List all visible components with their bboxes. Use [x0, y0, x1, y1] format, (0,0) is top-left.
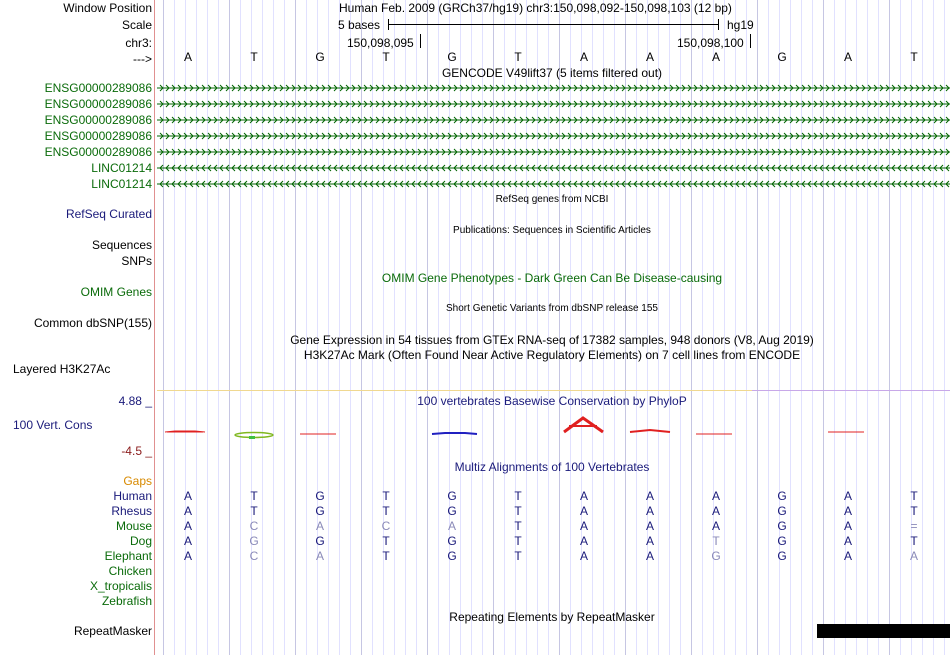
scale-bar-right-tick	[718, 19, 719, 30]
aligned-base: C	[249, 549, 259, 563]
h3k27ac-track-title: H3K27Ac Mark (Often Found Near Active Regulatory Elements) on 7 cell lines from ENCODE	[303, 348, 801, 362]
aligned-base: G	[777, 534, 787, 548]
aligned-base: T	[382, 504, 390, 518]
aligned-base: A	[645, 534, 654, 548]
aligned-base: G	[315, 504, 325, 518]
phylop-bar	[432, 433, 477, 434]
aligned-base: A	[183, 534, 192, 548]
aligned-base: G	[315, 534, 325, 548]
species-label[interactable]: Chicken	[108, 564, 152, 578]
aligned-base: G	[249, 534, 259, 548]
species-label[interactable]: Human	[113, 489, 152, 503]
gencode-item-feature[interactable]	[157, 115, 950, 125]
aligned-base: C	[249, 519, 259, 533]
aligned-base: G	[447, 549, 457, 563]
aligned-base: A	[183, 549, 192, 563]
snps-track-label[interactable]: SNPs	[121, 254, 152, 268]
phylop-min-label: -4.5 _	[121, 444, 152, 458]
phylop-track-label[interactable]: 100 Vert. Cons	[13, 418, 93, 432]
gencode-item-feature[interactable]	[157, 99, 950, 109]
gencode-item-feature[interactable]	[157, 163, 950, 173]
refseq-track-title: RefSeq genes from NCBI	[495, 194, 609, 205]
reference-base: A	[183, 50, 192, 64]
aligned-base: A	[843, 519, 852, 533]
aligned-base: G	[777, 549, 787, 563]
species-label[interactable]: Mouse	[115, 519, 152, 533]
reference-base: A	[711, 50, 720, 64]
scale-label: Scale	[121, 18, 152, 32]
db-text: hg19	[727, 18, 754, 32]
gencode-item-label[interactable]: ENSG00000289086	[44, 113, 152, 127]
aligned-base: A	[579, 534, 588, 548]
aligned-base: A	[711, 504, 720, 518]
multiz-track-title: Multiz Alignments of 100 Vertebrates	[454, 460, 650, 474]
species-label[interactable]: Rhesus	[111, 504, 152, 518]
reference-base: T	[382, 50, 390, 64]
position-label-1: 150,098,095	[347, 36, 414, 50]
aligned-base: T	[910, 504, 918, 518]
aligned-base: A	[183, 519, 192, 533]
gencode-item-label[interactable]: ENSG00000289086	[44, 97, 152, 111]
phylop-bar	[630, 430, 670, 432]
gencode-item-label[interactable]: ENSG00000289086	[44, 145, 152, 159]
aligned-base: A	[579, 504, 588, 518]
species-label[interactable]: Dog	[129, 534, 152, 548]
aligned-base: T	[250, 489, 258, 503]
phylop-max-label: 4.88 _	[118, 394, 152, 408]
species-label[interactable]: Zebrafish	[101, 594, 152, 608]
aligned-base: T	[514, 489, 522, 503]
aligned-base: T	[382, 489, 390, 503]
position-tick-1	[420, 34, 421, 48]
aligned-base: T	[382, 549, 390, 563]
dbsnp-track-label[interactable]: Common dbSNP(155)	[33, 316, 152, 330]
aligned-base: A	[645, 504, 654, 518]
reference-base: T	[514, 50, 522, 64]
gencode-item-feature[interactable]	[157, 147, 950, 157]
gencode-item-label[interactable]: LINC01214	[91, 177, 152, 191]
gencode-item-feature[interactable]	[157, 179, 950, 189]
repeatmasker-track-title: Repeating Elements by RepeatMasker	[449, 610, 655, 624]
reference-base: A	[843, 50, 852, 64]
position-label-2: 150,098,100	[677, 36, 744, 50]
chrom-label: chr3:	[125, 36, 152, 50]
aligned-base: A	[909, 549, 918, 563]
aligned-base: A	[843, 549, 852, 563]
aligned-base: T	[514, 549, 522, 563]
aligned-base: A	[645, 519, 654, 533]
aligned-base: T	[514, 534, 522, 548]
reference-base: G	[447, 50, 457, 64]
aligned-base: G	[711, 549, 721, 563]
gencode-item-feature[interactable]	[157, 83, 950, 93]
label-separator	[154, 0, 155, 655]
phylop-bar	[249, 436, 255, 439]
aligned-base: T	[250, 504, 258, 518]
h3k27ac-signal-purple	[752, 390, 950, 391]
omim-track-label[interactable]: OMIM Genes	[80, 285, 152, 299]
reference-base: A	[579, 50, 588, 64]
aligned-base: A	[645, 549, 654, 563]
aligned-base: A	[843, 534, 852, 548]
aligned-base: G	[777, 519, 787, 533]
aligned-base: A	[843, 504, 852, 518]
publications-track-title: Publications: Sequences in Scientific Articles	[453, 225, 651, 236]
aligned-base: A	[183, 489, 192, 503]
window-position-label: Window Position	[63, 1, 152, 15]
reference-base: T	[250, 50, 258, 64]
position-tick-2	[750, 34, 751, 48]
gtex-track-title: Gene Expression in 54 tissues from GTEx RNA-seq of 17382 samples, 948 donors (V8, Aug 2019)	[290, 333, 814, 347]
aligned-base: A	[711, 519, 720, 533]
aligned-base: T	[712, 534, 720, 548]
h3k27ac-signal-yellow	[157, 390, 752, 391]
phylop-track-title: 100 vertebrates Basewise Conservation by PhyloP	[417, 394, 687, 408]
strand-label: --->	[133, 52, 152, 66]
repeatmasker-track-label[interactable]: RepeatMasker	[73, 624, 152, 638]
aligned-base: T	[910, 489, 918, 503]
reference-base: A	[645, 50, 654, 64]
aligned-base: G	[447, 504, 457, 518]
gencode-item-label[interactable]: LINC01214	[91, 161, 152, 175]
aligned-base: A	[579, 489, 588, 503]
h3k27ac-track-label[interactable]: Layered H3K27Ac	[13, 362, 111, 376]
aligned-base: =	[910, 519, 918, 533]
scale-bar	[388, 24, 719, 25]
refseq-track-label[interactable]: RefSeq Curated	[65, 207, 152, 221]
species-label[interactable]: X_tropicalis	[89, 579, 152, 593]
aligned-base: G	[777, 489, 787, 503]
aligned-base: G	[447, 534, 457, 548]
scale-text: 5 bases	[338, 18, 381, 32]
phylop-graph	[155, 414, 950, 444]
aligned-base: T	[382, 534, 390, 548]
aligned-base: A	[645, 489, 654, 503]
aligned-base: A	[711, 489, 720, 503]
aligned-base: A	[315, 519, 324, 533]
gencode-item-feature[interactable]	[157, 131, 950, 141]
assembly-position-text: Human Feb. 2009 (GRCh37/hg19) chr3:150,098,092-150,098,103 (12 bp)	[339, 1, 732, 15]
aligned-base: T	[514, 504, 522, 518]
reference-base: G	[315, 50, 325, 64]
repeatmasker-element[interactable]	[817, 624, 950, 638]
dbsnp-track-title: Short Genetic Variants from dbSNP release 155	[446, 303, 658, 314]
aligned-base: A	[843, 489, 852, 503]
reference-base: T	[910, 50, 918, 64]
reference-base: G	[777, 50, 787, 64]
aligned-base: G	[315, 489, 325, 503]
sequences-track-label[interactable]: Sequences	[91, 238, 152, 252]
gencode-track-title: GENCODE V49lift37 (5 items filtered out)	[441, 66, 663, 80]
reference-sequence-row	[0, 50, 950, 64]
aligned-base: A	[183, 504, 192, 518]
aligned-base: A	[315, 549, 324, 563]
species-label[interactable]: Elephant	[104, 549, 152, 563]
gencode-item-label[interactable]: ENSG00000289086	[44, 81, 152, 95]
scale-bar-left-tick	[388, 19, 389, 30]
gaps-label[interactable]: Gaps	[123, 474, 152, 488]
aligned-base: A	[579, 519, 588, 533]
aligned-base: T	[910, 534, 918, 548]
aligned-base: C	[381, 519, 391, 533]
omim-track-title: OMIM Gene Phenotypes - Dark Green Can Be Disease-causing	[381, 271, 723, 285]
aligned-base: G	[447, 489, 457, 503]
gencode-item-label[interactable]: ENSG00000289086	[44, 129, 152, 143]
aligned-base: A	[447, 519, 456, 533]
aligned-base: T	[514, 519, 522, 533]
aligned-base: A	[579, 549, 588, 563]
aligned-base: G	[777, 504, 787, 518]
